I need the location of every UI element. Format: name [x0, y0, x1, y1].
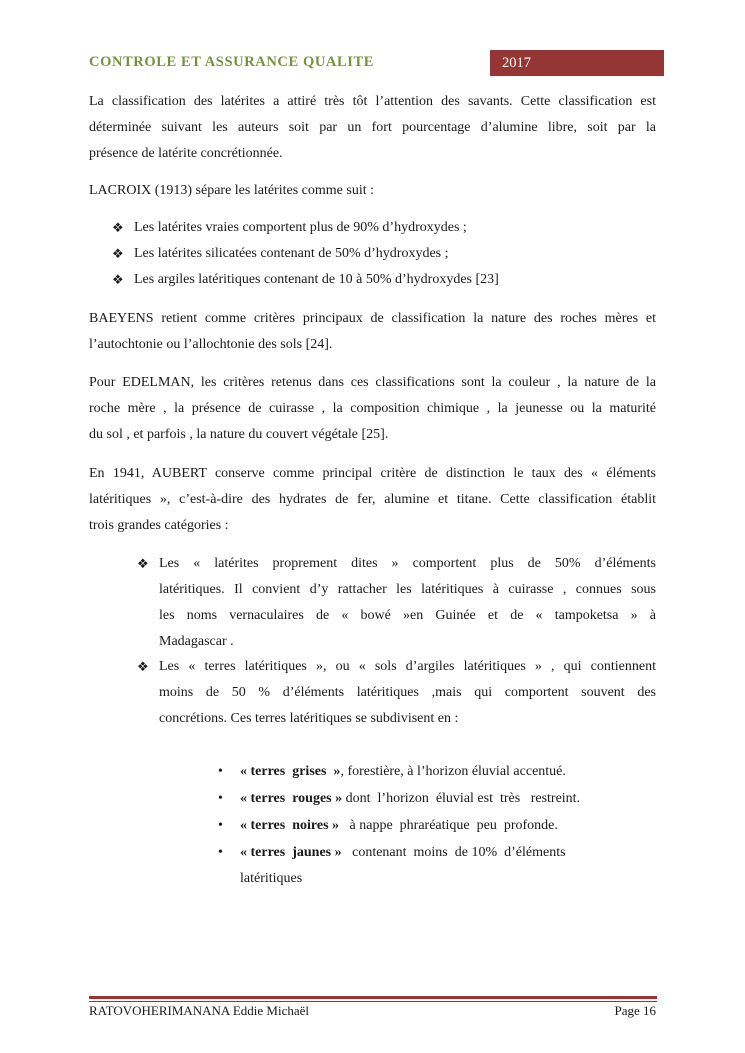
- term-description-continued: latéritiques: [240, 871, 303, 886]
- list-item: [240, 759, 566, 785]
- list-item: [240, 813, 558, 839]
- paragraph-line: En 1941, AUBERT conserve comme principal critère de distinction le taux des « éléments: [89, 466, 656, 481]
- paragraph-lacroix: [89, 178, 656, 204]
- term-description: à nappe phraréatique peu profonde.: [339, 818, 558, 833]
- footer-page-number: Page 16: [614, 1003, 656, 1018]
- paragraph-line: roche mère , la présence de cuirasse , la composition chimique , la jeunesse ou la maturité: [89, 401, 656, 416]
- paragraph-line: LACROIX (1913) sépare les latérites comme suit :: [89, 183, 374, 198]
- paragraph-line: du sol , et parfois , la nature du couvert végétale [25].: [89, 427, 389, 442]
- footer-author: RATOVOHERIMANANA Eddie Michaël: [89, 1003, 310, 1018]
- term-name: « terres noires »: [240, 818, 340, 833]
- list-item-line: moins de 50 % d’éléments latéritiques ,mais qui comportent souvent des: [159, 685, 656, 700]
- term-name: « terres grises »: [240, 764, 341, 779]
- list-item-line: Madagascar .: [159, 634, 234, 649]
- term-description: dont l’horizon éluvial est très restreint.: [342, 791, 581, 806]
- paragraph-line: présence de latérite concrétionnée.: [89, 146, 283, 161]
- bullet-icon: •: [218, 791, 223, 806]
- list-item: Les latérites silicatées contenant de 50% d’hydroxydes ;: [134, 246, 449, 261]
- paragraph-line: déterminée suivant les auteurs soit par un fort pourcentage d’alumine libre, soit par la: [89, 120, 656, 135]
- bullet-icon: •: [218, 818, 223, 833]
- paragraph-line: Pour EDELMAN, les critères retenus dans ces classifications sont la couleur , la nature de la: [89, 375, 656, 390]
- paragraph-line: l’autochtonie ou l’allochtonie des sols [24].: [89, 337, 333, 352]
- paragraph-line: BAEYENS retient comme critères principaux de classification la nature des roches mères et: [89, 311, 656, 326]
- header-title: CONTROLE ET ASSURANCE QUALITE: [89, 54, 375, 70]
- footer-divider: [89, 996, 657, 999]
- list-item-line: Les « terres latéritiques », ou « sols d’argiles latéritiques » , qui contiennent: [159, 659, 656, 674]
- diamond-bullet-icon: ❖: [112, 246, 124, 261]
- header-year-badge: 2017: [490, 50, 664, 76]
- paragraph-line: trois grandes catégories :: [89, 518, 229, 533]
- list-item: [240, 840, 566, 866]
- term-description: contenant moins de 10% d’éléments: [341, 845, 566, 860]
- diamond-bullet-icon: ❖: [112, 272, 124, 287]
- paragraph-baeyens: [89, 306, 656, 358]
- term-name: « terres rouges »: [240, 791, 343, 806]
- paragraph-classification: [89, 89, 656, 167]
- list-item-line: concrétions. Ces terres latéritiques se subdivisent en :: [159, 711, 459, 726]
- list-item-line: les noms vernaculaires de « bowé »en Guinée et de « tampoketsa » à: [159, 608, 656, 623]
- bullet-icon: •: [218, 764, 223, 779]
- diamond-bullet-icon: ❖: [137, 556, 149, 571]
- paragraph-edelman: [89, 370, 656, 448]
- list-item: [159, 654, 656, 732]
- list-item-line: latéritiques. Il convient d’y rattacher les latéritiques à cuirasse , connues sous: [159, 582, 656, 597]
- term-name: « terres jaunes »: [240, 845, 342, 860]
- paragraph-aubert: [89, 461, 656, 539]
- list-item: [159, 551, 656, 655]
- footer-divider-thin: [89, 1001, 657, 1002]
- paragraph-line: La classification des latérites a attiré très tôt l’attention des savants. Cette classification est: [89, 94, 656, 109]
- list-item: [240, 786, 580, 812]
- list-item-line: Les « latérites proprement dites » comportent plus de 50% d’éléments: [159, 556, 656, 571]
- diamond-bullet-icon: ❖: [137, 659, 149, 674]
- bullet-icon: •: [218, 845, 223, 860]
- list-item: Les latérites vraies comportent plus de 90% d’hydroxydes ;: [134, 220, 467, 235]
- diamond-bullet-icon: ❖: [112, 220, 124, 235]
- paragraph-line: latéritiques », c’est-à-dire des hydrates de fer, alumine et titane. Cette classification établit: [89, 492, 656, 507]
- list-item: Les argiles latéritiques contenant de 10 à 50% d’hydroxydes [23]: [134, 272, 499, 287]
- term-description: , forestière, à l’horizon éluvial accentué.: [340, 764, 566, 779]
